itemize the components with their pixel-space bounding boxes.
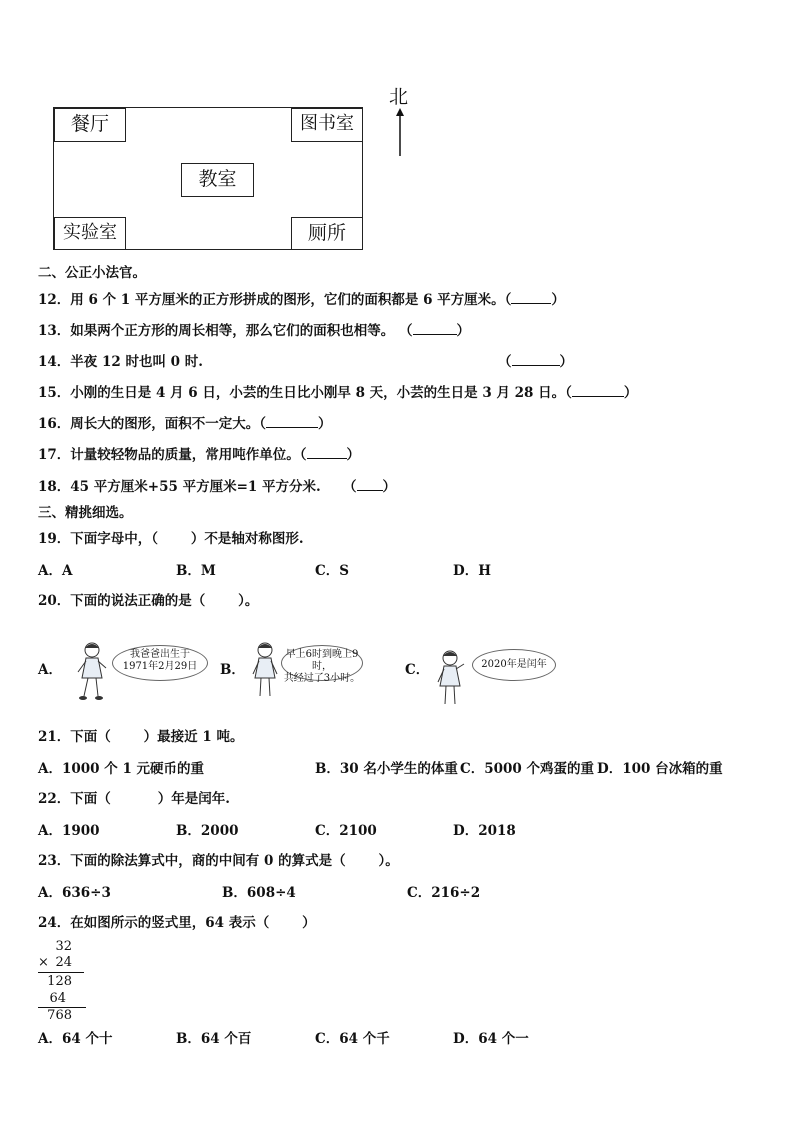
section2-heading: 二、公正小法官。	[38, 265, 146, 281]
question-13: 13．如果两个正方形的周长相等，那么它们的面积也相等。 （ ）	[38, 323, 470, 339]
question-14-answer: （ ）	[498, 354, 573, 370]
question-15: 15．小刚的生日是 4 月 6 日，小芸的生日比小刚早 8 天，小芸的生日是 3 月 28 日。（ ）	[38, 385, 638, 401]
q23-option-c[interactable]: C．216÷2	[407, 885, 481, 901]
q20-option-c[interactable]: C．	[405, 662, 430, 678]
q19-option-d[interactable]: D．H	[453, 563, 491, 579]
q24-option-a[interactable]: A．64 个十	[38, 1031, 113, 1047]
question-16: 16．周长大的图形，面积不一定大。（ ）	[38, 416, 332, 432]
vertical-multiplier: 24	[55, 955, 72, 970]
vertical-partial-2: 64	[49, 991, 66, 1006]
q20-option-a[interactable]: A．	[38, 662, 62, 678]
q23-option-b[interactable]: B．608÷4	[222, 885, 296, 901]
q24-option-c[interactable]: C．64 个千	[315, 1031, 390, 1047]
question-12: 12．用 6 个 1 平方厘米的正方形拼成的图形，它们的面积都是 6 平方厘米。（ ）	[38, 292, 565, 308]
q19-option-c[interactable]: C．S	[315, 563, 349, 579]
room-lab: 实验室	[54, 217, 126, 250]
q24-option-d[interactable]: D．64 个一	[453, 1031, 529, 1047]
question-18: 18．45 平方厘米+55 平方厘米=1 平方分米.	[38, 479, 321, 495]
q19-option-b[interactable]: B．M	[176, 563, 216, 579]
q20-bubble-c: 2020年是闰年	[472, 649, 556, 681]
q22-option-d[interactable]: D．2018	[453, 823, 516, 839]
q22-option-b[interactable]: B．2000	[176, 823, 239, 839]
question-22: 22．下面（ ）年是闰年.	[38, 791, 230, 807]
q21-option-b[interactable]: B．30 名小学生的体重	[315, 761, 458, 777]
question-21: 21．下面（ ）最接近 1 吨。	[38, 729, 244, 745]
room-classroom: 教室	[181, 163, 254, 197]
q20-bubble-a: 我爸爸出生于 1971年2月29日	[112, 645, 208, 681]
q21-option-d[interactable]: D．100 台冰箱的重	[597, 761, 723, 777]
q21-option-a[interactable]: A．1000 个 1 元硬币的重	[38, 761, 205, 777]
vertical-partial-1: 128	[47, 974, 72, 989]
north-label: 北	[389, 86, 409, 108]
section3-heading: 三、精挑细选。	[38, 505, 133, 521]
room-library: 图书室	[291, 108, 363, 142]
question-23: 23．下面的除法算式中，商的中间有 0 的算式是（ ）。	[38, 853, 399, 869]
girl-figure-c-icon	[432, 648, 468, 710]
question-20: 20．下面的说法正确的是（ ）。	[38, 593, 259, 609]
question-24: 24．在如图所示的竖式里，64 表示（ ）	[38, 915, 316, 931]
q22-option-a[interactable]: A．1900	[38, 823, 100, 839]
q24-option-b[interactable]: B．64 个百	[176, 1031, 252, 1047]
q20-bubble-b: 早上6时到晚上9时， 共经过了3小时。	[281, 645, 363, 681]
vertical-line-1	[38, 972, 84, 973]
q21-option-c[interactable]: C．5000 个鸡蛋的重	[460, 761, 595, 777]
q22-option-c[interactable]: C．2100	[315, 823, 377, 839]
room-canting: 餐厅	[54, 108, 126, 142]
north-arrow-icon	[392, 108, 408, 156]
question-17: 17．计量较轻物品的质量，常用吨作单位。（ ）	[38, 447, 361, 463]
room-toilet: 厕所	[291, 217, 363, 250]
vertical-result: 768	[47, 1008, 72, 1023]
question-19: 19．下面字母中，（ ）不是轴对称图形.	[38, 531, 304, 547]
q20-option-b[interactable]: B．	[220, 662, 245, 678]
vertical-multiplicand: 32	[55, 939, 72, 954]
question-18-answer: （ ）	[343, 479, 396, 495]
question-14: 14．半夜 12 时也叫 0 时.	[38, 354, 203, 370]
girl-figure-b-icon	[247, 640, 283, 702]
school-map	[53, 107, 363, 250]
vertical-operator: ×	[38, 955, 49, 970]
q23-option-a[interactable]: A．636÷3	[38, 885, 111, 901]
girl-figure-a-icon	[74, 640, 110, 702]
q19-option-a[interactable]: A．A	[38, 563, 73, 579]
